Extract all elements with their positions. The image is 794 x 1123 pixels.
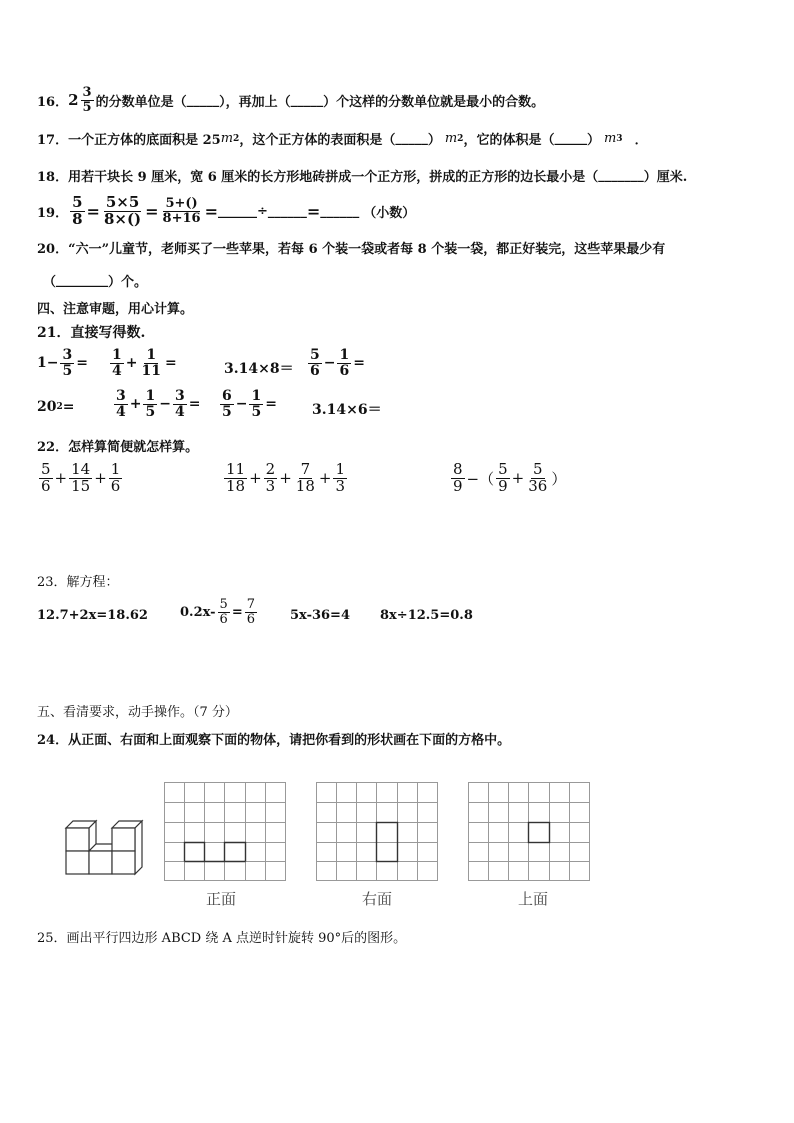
- label-front: 正面: [206, 890, 237, 908]
- question-23-title: 23．解方程：: [37, 575, 119, 590]
- equals-sign: =: [231, 604, 243, 620]
- question-number: 17．: [37, 133, 69, 148]
- equals-sign: =: [86, 201, 100, 221]
- fraction: $\frac{5}{9}$: [498, 460, 508, 495]
- minus-sign: −: [235, 396, 248, 413]
- text: ，它的体积是（: [463, 133, 555, 148]
- fraction: $\frac{8}{9}$: [453, 460, 463, 495]
- equals-sign: =: [76, 355, 88, 372]
- fraction: $\frac{5}{8}$: [72, 193, 83, 228]
- text: ，这个正方体的表面积是（: [239, 133, 396, 148]
- unit-exponent: 2: [457, 133, 464, 144]
- plus-sign: +: [249, 469, 262, 488]
- text: ）: [586, 133, 600, 148]
- answer-blank[interactable]: _____: [395, 131, 428, 146]
- fraction: $\frac{1}{5}$: [251, 388, 262, 420]
- answer-blank[interactable]: _____: [186, 92, 220, 108]
- unit: m: [444, 131, 458, 146]
- unit-exponent: 2: [233, 133, 240, 144]
- q21-expr-2: [108, 348, 177, 378]
- text: 的分数单位是（: [95, 94, 187, 110]
- text: 1−: [37, 355, 59, 372]
- fraction: $\frac{2}{3}$: [265, 460, 276, 495]
- text: （小数）: [363, 205, 416, 221]
- exponent: 2: [56, 402, 63, 412]
- fraction: $\frac{3}{4}$: [174, 388, 185, 420]
- fraction: $\frac{7}{6}$: [246, 597, 256, 627]
- fraction: $\frac{11}{18}$: [226, 460, 246, 495]
- question-number: 18．: [37, 170, 69, 185]
- answer-blank[interactable]: _____: [554, 131, 587, 146]
- plus-sign: +: [511, 469, 525, 488]
- fraction: $\frac{1}{5}$: [145, 388, 156, 420]
- text: ）: [427, 133, 441, 148]
- mixed-number-whole: 2: [68, 91, 79, 110]
- fraction: $\frac{6}{5}$: [222, 388, 232, 420]
- text: 用若干块长 9 厘米，宽 6 厘米的长方形地砖拼成一个正方形，拼成的正方形的边长最小是（: [68, 170, 599, 185]
- grid-top-view[interactable]: [468, 782, 591, 882]
- question-17: [37, 129, 648, 148]
- text: 0.2x-: [180, 604, 216, 620]
- question-20: [37, 238, 665, 257]
- question-number: 16．: [37, 94, 69, 110]
- plus-sign: +: [54, 469, 68, 488]
- text: ），再加上（: [219, 94, 291, 110]
- q22-expr-3: [449, 462, 566, 495]
- equals-sign: =: [164, 355, 177, 372]
- question-19: [37, 195, 415, 228]
- fraction: $\frac{5}{6}$: [41, 460, 51, 495]
- text: （: [43, 275, 57, 290]
- text: ）厘米.: [643, 170, 688, 185]
- q22-expr-2: [222, 462, 349, 495]
- equals-sign: =: [145, 201, 159, 221]
- fraction: $\frac{5}{36}$: [528, 460, 548, 495]
- text: “六一”儿童节，老师买了一些苹果，若每 6 个装一袋或者每 8 个装一袋，都正好装完，这些苹果最少有: [68, 242, 666, 257]
- fraction: $\frac{5\times 5}{8\times()}$: [103, 193, 142, 228]
- q23-eq-2: [180, 598, 259, 626]
- q23-eq-1: 12.7+2x=18.62: [37, 608, 148, 623]
- q23-eq-3: 5x-36=4: [290, 608, 350, 623]
- equals-sign: =: [188, 396, 201, 413]
- fraction: $\frac{1}{3}$: [335, 460, 346, 495]
- question-number: 19．: [37, 205, 69, 221]
- equals-sign: =: [353, 355, 365, 372]
- plus-sign: +: [318, 469, 332, 488]
- section-5-heading: 五、看清要求，动手操作。（7 分）: [37, 705, 238, 720]
- text: 一个正方体的底面积是 25: [68, 133, 221, 148]
- q21-expr-4: [306, 348, 365, 378]
- plus-sign: +: [279, 469, 292, 488]
- text: ）个。: [108, 275, 148, 290]
- text: 20: [37, 399, 57, 415]
- fraction: $\frac{3}{5}$: [82, 85, 92, 115]
- question-number: 20．: [37, 242, 69, 257]
- unit-exponent: 3: [616, 133, 623, 144]
- cube-figure: [64, 818, 144, 880]
- minus-sign: −: [323, 355, 336, 372]
- text: ）个这样的分数单位就是最小的合数。: [323, 94, 545, 110]
- grid-front-view[interactable]: [164, 782, 287, 882]
- plus-sign: +: [94, 469, 107, 488]
- question-22-title: 22．怎样算简便就怎样算。: [37, 440, 199, 455]
- answer-blank[interactable]: ______: [217, 203, 257, 219]
- fraction: $\frac{1}{6}$: [339, 347, 350, 379]
- equals-sign: =: [62, 399, 75, 415]
- fraction: $\frac{1}{4}$: [112, 347, 122, 379]
- q21-expr-3: 3.14×8＝: [224, 361, 294, 377]
- q23-eq-4: 8x÷12.5=0.8: [380, 608, 473, 623]
- q22-expr-1: [37, 462, 124, 495]
- fraction: $\frac{5+()}{8+16}$: [162, 196, 201, 226]
- fraction: $\frac{14}{15}$: [71, 460, 91, 495]
- fraction: $\frac{5}{6}$: [310, 347, 320, 379]
- question-18: [37, 166, 687, 185]
- question-16: [37, 86, 544, 114]
- question-24-title: 24．从正面、右面和上面观察下面的物体，请把你看到的形状画在下面的方格中。: [37, 733, 511, 748]
- minus-sign: −（: [466, 469, 495, 488]
- q21-expr-5: [37, 399, 74, 415]
- unit: m: [603, 131, 617, 146]
- label-top: 上面: [518, 890, 549, 908]
- division-sign: ÷: [256, 203, 268, 219]
- plus-sign: +: [129, 396, 142, 413]
- fraction: $\frac{3}{4}$: [116, 388, 126, 420]
- equals-sign: =: [204, 201, 218, 221]
- section-4-heading: 四、注意审题，用心计算。: [37, 302, 194, 317]
- answer-blank[interactable]: _______: [598, 168, 644, 183]
- grid-right-view[interactable]: [316, 782, 439, 882]
- question-25: 25．画出平行四边形 ABCD 绕 A 点逆时针旋转 90°后的图形。: [37, 931, 407, 946]
- equals-sign: =: [306, 201, 321, 221]
- unit: m: [220, 131, 234, 146]
- answer-blank[interactable]: ______: [267, 203, 307, 219]
- text: ．: [634, 133, 648, 148]
- fraction: $\frac{1}{11}$: [141, 347, 161, 379]
- label-right: 右面: [362, 890, 393, 908]
- plus-sign: +: [125, 355, 138, 372]
- q21-expr-6: [112, 389, 200, 419]
- q21-expr-7: [218, 389, 277, 419]
- fraction: $\frac{1}{6}$: [110, 460, 121, 495]
- q21-expr-1: [37, 348, 88, 378]
- fraction: $\frac{3}{5}$: [62, 347, 73, 379]
- answer-blank[interactable]: _____: [290, 92, 324, 108]
- question-21-title: 21．直接写得数.: [37, 325, 146, 341]
- equals-sign: =: [265, 396, 277, 413]
- answer-blank[interactable]: ______: [320, 203, 360, 219]
- minus-sign: −: [159, 396, 171, 413]
- q21-expr-8: 3.14×6＝: [312, 402, 382, 418]
- fraction: $\frac{5}{6}$: [219, 597, 228, 627]
- answer-blank[interactable]: ________: [56, 273, 109, 288]
- question-20-line2: [43, 271, 147, 290]
- fraction: $\frac{7}{18}$: [295, 460, 315, 495]
- paren: ）: [551, 469, 567, 488]
